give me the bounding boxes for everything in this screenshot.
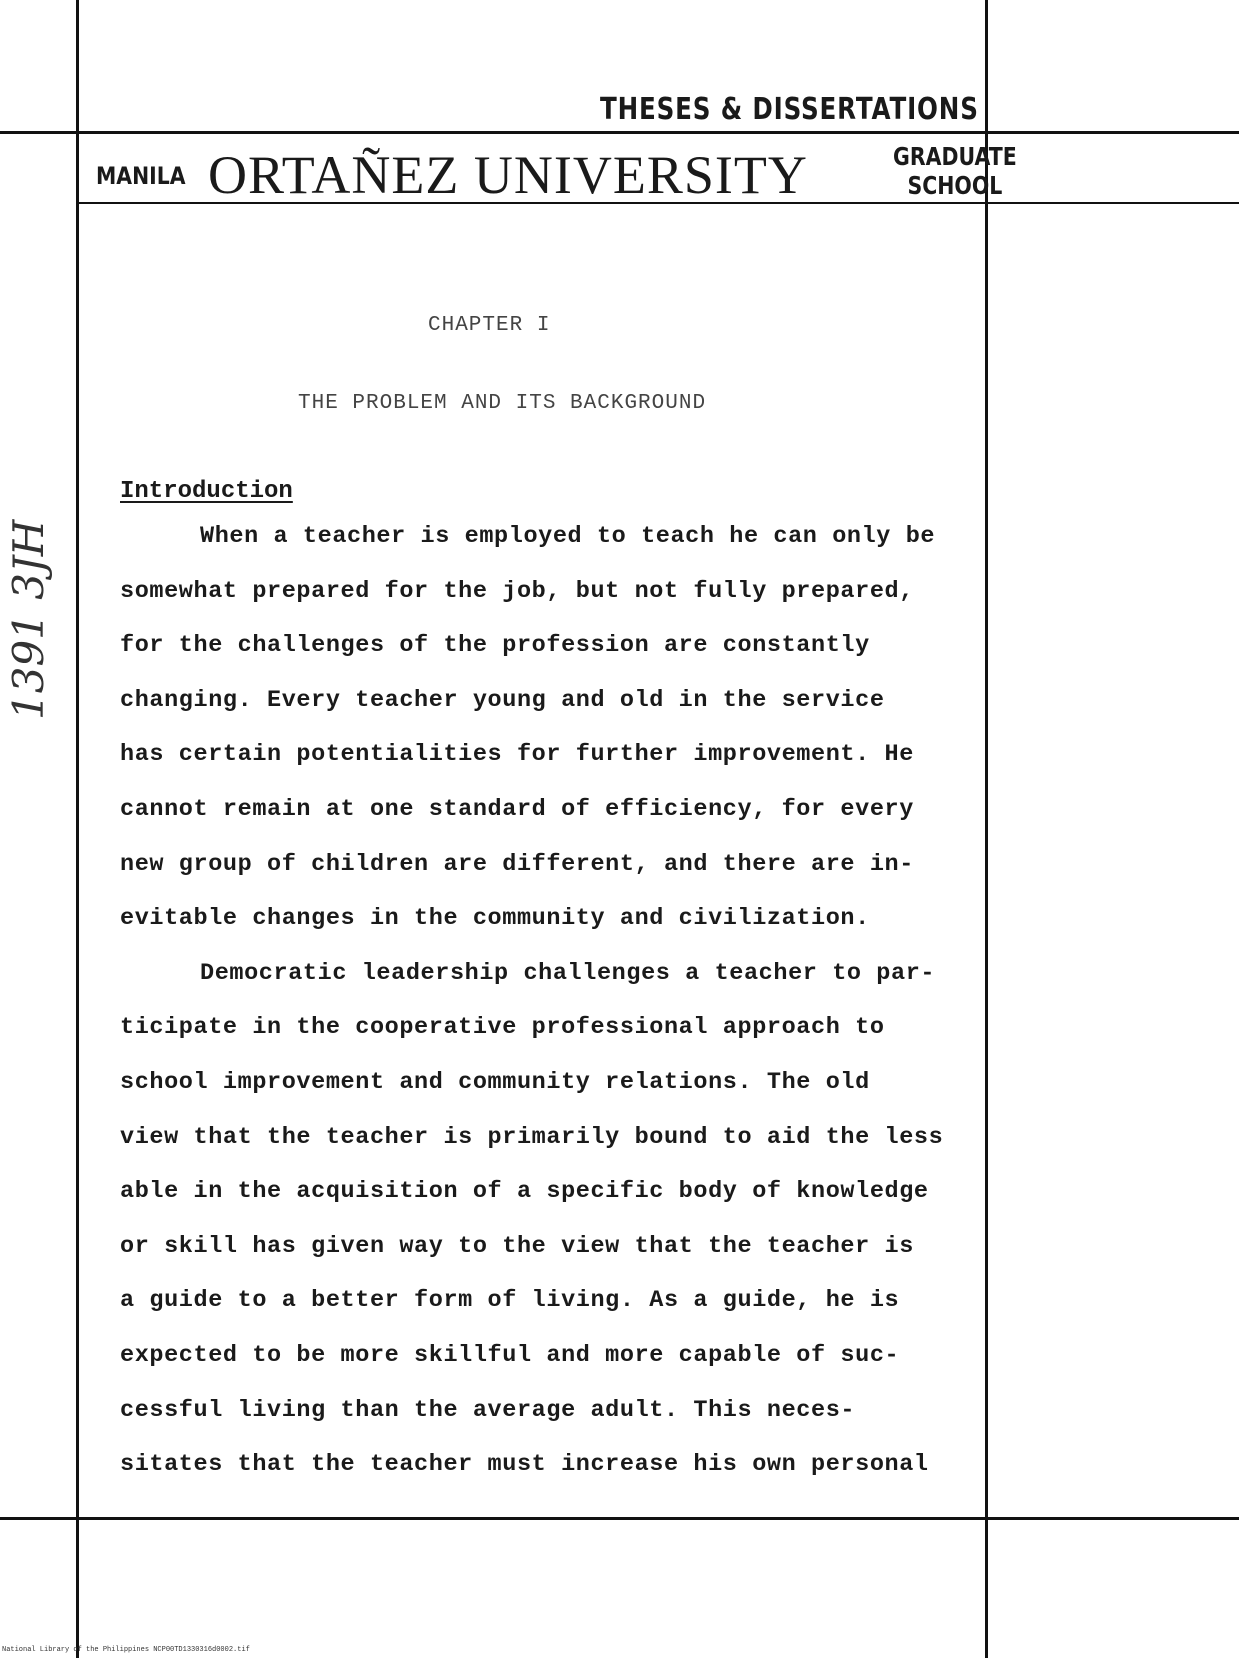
letterhead-location: MANILA — [96, 162, 186, 190]
body-line: has certain potentialities for further improvement. He — [120, 741, 914, 769]
body-line: view that the teacher is primarily bound to aid the less — [120, 1123, 944, 1151]
body-line: able in the acquisition of a specific body of knowledge — [120, 1178, 929, 1206]
letterhead-school-line2: SCHOOL — [907, 171, 1003, 200]
header-top-rule — [0, 131, 1239, 134]
chapter-title: THE PROBLEM AND ITS BACKGROUND — [298, 392, 707, 415]
body-line: Democratic leadership challenges a teacher to par- — [200, 959, 936, 987]
footer-rule — [0, 1517, 1239, 1520]
letterhead-school-line1: GRADUATE — [893, 142, 1017, 171]
body-line: a guide to a better form of living. As a guide, he is — [120, 1287, 900, 1315]
letterhead-school — [893, 142, 1017, 200]
left-margin-rule — [76, 0, 79, 1658]
body-line: expected to be more skillful and more capable of suc- — [120, 1341, 900, 1369]
scan-credit: National Library of the Philippines NCP00TD1330316d0002.tif — [2, 1646, 250, 1654]
body-line: cessful living than the average adult. This neces- — [120, 1396, 856, 1424]
chapter-label: CHAPTER I — [428, 314, 551, 337]
body-line: sitates that the teacher must increase his own personal — [120, 1451, 929, 1479]
body-line: somewhat prepared for the job, but not fully prepared, — [120, 577, 914, 605]
body-line: cannot remain at one standard of efficiency, for every — [120, 795, 914, 823]
body-line: ticipate in the cooperative professional approach to — [120, 1014, 885, 1042]
body-line: evitable changes in the community and civilization. — [120, 905, 870, 933]
body-line: When a teacher is employed to teach he can only be — [200, 523, 936, 550]
body-line: changing. Every teacher young and old in the service — [120, 686, 885, 714]
body-text — [120, 522, 1040, 1505]
body-line: school improvement and community relations. The old — [120, 1068, 870, 1096]
letterhead-university: ORTAÑEZ UNIVERSITY — [208, 145, 808, 205]
body-line: new group of children are different, and there are in- — [120, 850, 914, 878]
theses-stamp: THESES & DISSERTATIONS — [600, 92, 979, 127]
body-line: or skill has given way to the view that the teacher is — [120, 1232, 914, 1260]
body-line: for the challenges of the profession are constantly — [120, 632, 870, 660]
handwritten-margin-note: 1391 3JH — [4, 519, 53, 720]
section-heading: Introduction — [120, 478, 293, 505]
